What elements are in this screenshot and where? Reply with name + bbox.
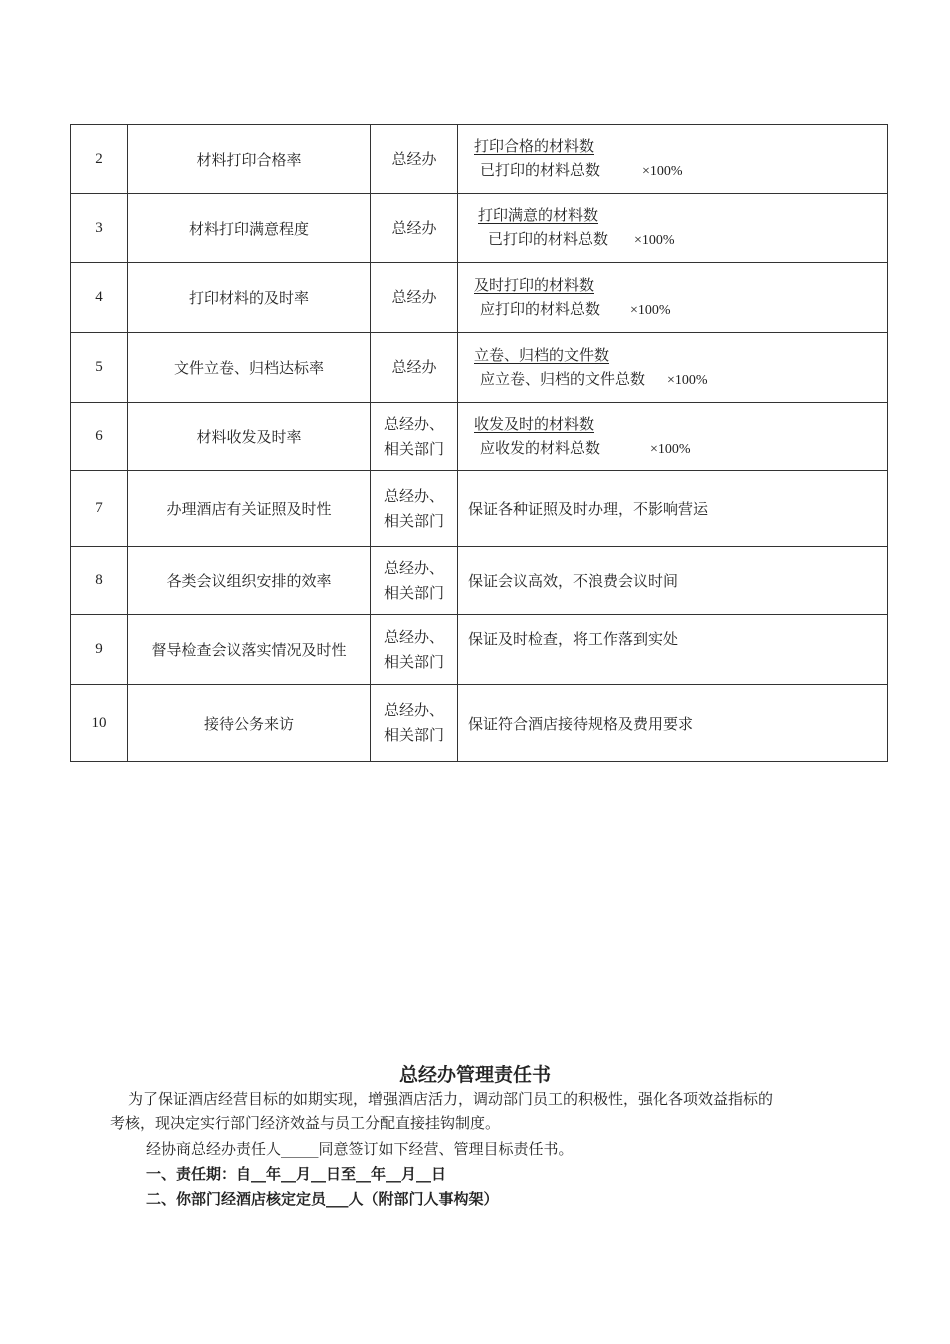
responsible-dept [371, 333, 458, 403]
dept-line: 总经办、 [383, 486, 444, 505]
row-number: 5 [71, 333, 128, 403]
formula-multiplier: ×100% [642, 164, 683, 179]
responsible-dept [371, 125, 458, 194]
responsible-dept [371, 685, 458, 762]
dept-line: 相关部门 [383, 439, 444, 458]
calculation-standard [458, 333, 888, 403]
row-number: 8 [71, 547, 128, 615]
kpi-item: 接待公务来访 [128, 685, 371, 762]
kpi-item: 打印材料的及时率 [128, 263, 371, 333]
formula [468, 203, 887, 253]
formula [468, 273, 887, 323]
dept-line: 相关部门 [383, 652, 444, 671]
dept-line: 总经办 [391, 149, 437, 168]
row-number: 4 [71, 263, 128, 333]
formula [468, 343, 887, 393]
calculation-standard [458, 263, 888, 333]
document-title: 总经办管理责任书 [398, 1064, 551, 1086]
row-number: 7 [71, 471, 128, 547]
kpi-item: 各类会议组织安排的效率 [128, 547, 371, 615]
table-row [71, 471, 888, 547]
formula-numerator: 及时打印的材料数 [474, 275, 595, 294]
calculation-standard [458, 403, 888, 471]
dept-line: 总经办、 [383, 701, 444, 719]
formula [468, 134, 887, 184]
dept-line: 总经办 [391, 358, 437, 376]
dept-line: 总经办 [391, 218, 437, 237]
intro-line-1: 为了保证酒店经营目标的如期实现，增强酒店活力，调动部门员工的积极性，强化各项效益指标的 [128, 1090, 774, 1108]
formula [468, 412, 887, 462]
dept-line: 总经办 [391, 288, 437, 306]
standard-text: 保证及时检查，将工作落到实处 [468, 629, 679, 648]
formula-multiplier: ×100% [650, 441, 691, 457]
table-row [71, 547, 888, 615]
responsible-dept [371, 194, 458, 263]
kpi-item: 办理酒店有关证照及时性 [128, 471, 371, 547]
formula-denominator: 应打印的材料总数 [480, 299, 601, 318]
table-row [71, 194, 888, 263]
responsible-dept [371, 471, 458, 547]
formula-denominator: 应立卷、归档的文件总数 [480, 369, 646, 388]
formula-multiplier: ×100% [634, 233, 675, 248]
standard-text: 保证符合酒店接待规格及费用要求 [468, 714, 694, 733]
row-number: 6 [71, 403, 128, 471]
agreement-line: 经协商总经办责任人_____同意签订如下经营、管理目标责任书。 [146, 1140, 574, 1158]
row-number: 2 [71, 125, 128, 194]
kpi-item: 材料打印合格率 [128, 125, 371, 194]
dept-line: 总经办、 [383, 414, 444, 433]
clause-staffing: 二、你部门经酒店核定定员___人（附部门人事构架） [146, 1190, 499, 1208]
table-row [71, 125, 888, 194]
table-row [71, 403, 888, 471]
clause-responsibility-period: 一、责任期：自__年__月__日至__年__月__日 [146, 1165, 447, 1183]
calculation-standard [458, 125, 888, 194]
kpi-table [70, 124, 888, 762]
formula-numerator: 立卷、归档的文件数 [474, 345, 610, 364]
formula-numerator: 打印合格的材料数 [474, 137, 595, 155]
dept-line: 相关部门 [383, 511, 444, 530]
calculation-standard [458, 685, 888, 762]
table-row [71, 333, 888, 403]
formula-multiplier: ×100% [630, 302, 671, 318]
row-number: 3 [71, 194, 128, 263]
dept-line: 总经办、 [383, 558, 444, 577]
kpi-item: 材料收发及时率 [128, 403, 371, 471]
dept-line: 相关部门 [383, 583, 444, 602]
dept-line: 总经办、 [383, 627, 444, 646]
responsible-dept [371, 403, 458, 471]
standard-text: 保证各种证照及时办理，不影响营运 [468, 500, 709, 518]
responsible-dept [371, 547, 458, 615]
intro-line-2: 考核，现决定实行部门经济效益与员工分配直接挂钩制度。 [110, 1114, 501, 1132]
standard-text: 保证会议高效，不浪费会议时间 [468, 572, 679, 590]
kpi-item: 督导检查会议落实情况及时性 [128, 615, 371, 685]
formula-numerator: 打印满意的材料数 [478, 206, 599, 224]
kpi-item: 文件立卷、归档达标率 [128, 333, 371, 403]
kpi-item: 材料打印满意程度 [128, 194, 371, 263]
calculation-standard [458, 615, 888, 685]
responsible-dept [371, 615, 458, 685]
dept-line: 相关部门 [383, 726, 444, 744]
formula-multiplier: ×100% [667, 372, 708, 388]
calculation-standard [458, 547, 888, 615]
table-row [71, 615, 888, 685]
formula-denominator: 已打印的材料总数 [488, 230, 609, 248]
calculation-standard [458, 471, 888, 547]
responsible-dept [371, 263, 458, 333]
row-number: 10 [71, 685, 128, 762]
formula-numerator: 收发及时的材料数 [474, 414, 595, 433]
table-row [71, 685, 888, 762]
formula-denominator: 应收发的材料总数 [480, 438, 601, 457]
formula-denominator: 已打印的材料总数 [480, 161, 601, 179]
table-row [71, 263, 888, 333]
calculation-standard [458, 194, 888, 263]
row-number: 9 [71, 615, 128, 685]
